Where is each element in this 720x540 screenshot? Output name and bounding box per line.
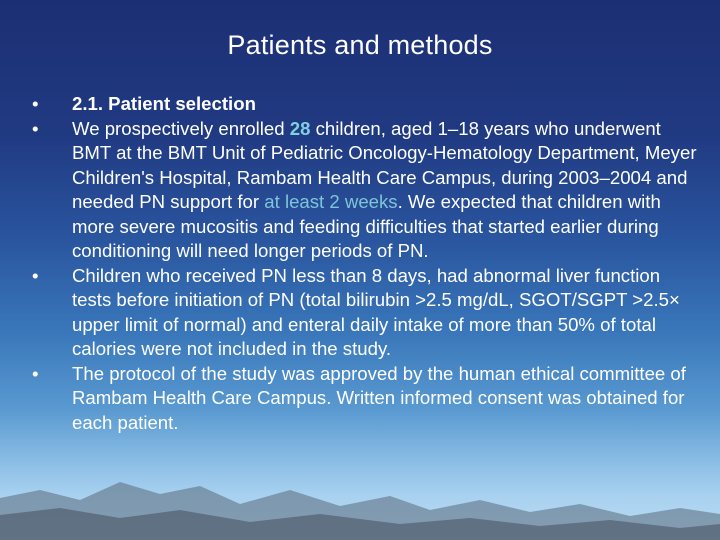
enrollment-text-part1: We prospectively enrolled [72,117,290,139]
mountain-silhouette [0,460,720,540]
bullet-glyph: • [32,93,39,114]
enrollment-count: 28 [289,117,311,139]
bullet-glyph: • [32,362,39,384]
ethics-text: The protocol of the study was approved by the human ethical committee of Rambam Health Care Campus. Written informed consent was obtained for each patient. [72,362,686,433]
slide-title: Patients and methods [227,30,493,60]
enrollment-text-part2: children, aged 1–18 years who underwent BMT at the BMT Unit of Pediatric Oncology-Hematology Department, Meyer Children's Hospital, Rambam Health Care Campus, during 2003–2004 and needed PN support for [72,117,697,212]
bullet-glyph: • [32,117,39,139]
bullet-ethics-approval [28,362,700,436]
bullet-exclusion-criteria [28,264,700,362]
exclusion-text: Children who received PN less than 8 days, had abnormal liver function tests before initiation of PN (total bilirubin >2.5 mg/dL, SGOT/SGPT >2.5× upper limit of normal) and enteral daily intake of more than 50% of total calories were not included in the study. [72,264,680,359]
section-heading: 2.1. Patient selection [72,93,256,114]
bullet-glyph: • [32,264,39,286]
bullet-enrollment [28,117,700,264]
enrollment-duration-highlight: at least 2 weeks [264,191,398,212]
enrollment-text-part3: . We expected that children with more severe mucositis and feeding difficulties that started earlier during conditioning will need longer periods of PN. [72,191,661,261]
bullet-patient-selection [28,92,700,117]
bullet-list [28,92,700,435]
